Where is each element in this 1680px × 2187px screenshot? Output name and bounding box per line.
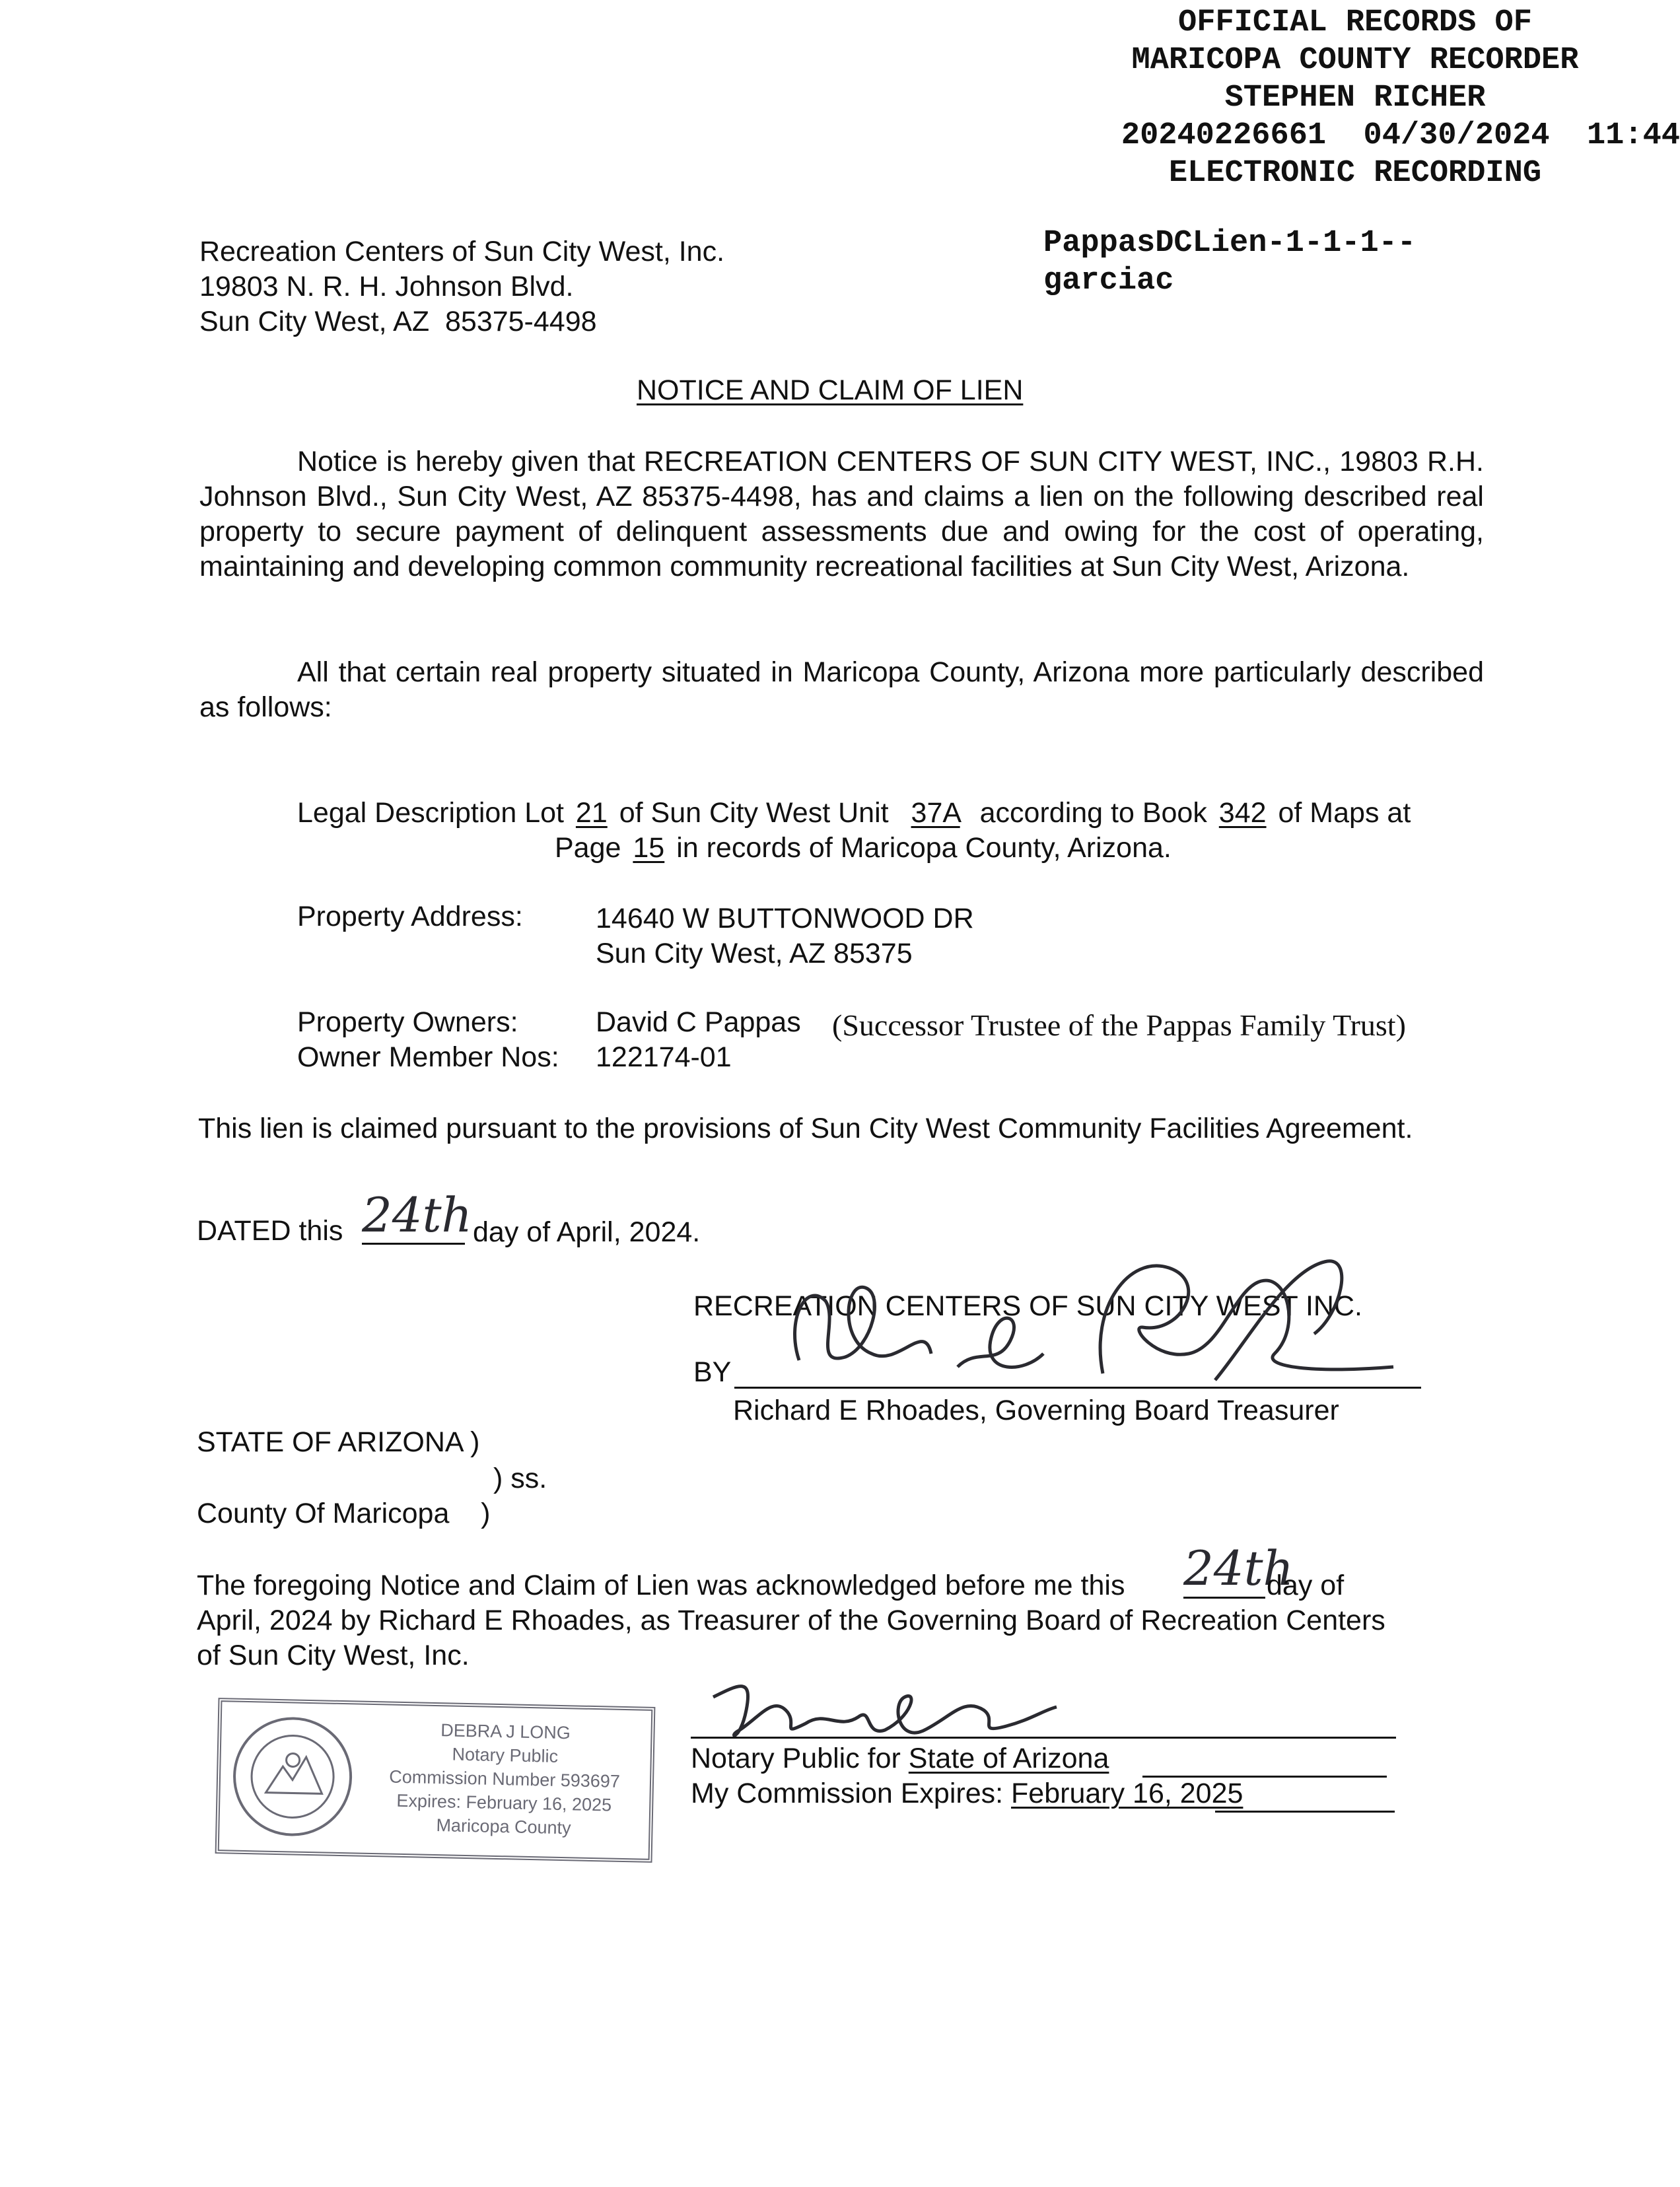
notice-paragraph (199, 444, 1484, 584)
commission-expires-date: February 16, 2025 (1011, 1778, 1243, 1809)
doc-ref-line-1: PappasDCLien-1-1-1-- (1043, 226, 1417, 261)
dated-prefix: DATED this (197, 1215, 343, 1247)
legal-unit: 37A (911, 797, 960, 829)
notice-paragraph-text: Notice is hereby given that RECREATION CENTERS OF SUN CITY WEST, INC., 19803 R.H. Johnson Blvd., Sun City West, AZ 85375-4498, has and claims a lien on the following described real property to secure payment of delinquent assessments due and owing for the cost of operating, maintaining and developing common community recreational facilities at Sun City West, Arizona. (199, 446, 1484, 582)
owner-member-label: Owner Member Nos: (297, 1041, 559, 1073)
dated-day-handwritten: 24th (362, 1187, 472, 1243)
document-reference (1043, 225, 1416, 300)
notary-seal-commission: Commission Number 593697 (388, 1766, 621, 1791)
state-seal-icon (228, 1713, 357, 1841)
legal-prefix: Legal Description Lot (297, 797, 564, 829)
return-address (199, 234, 724, 339)
notary-signature-line (691, 1737, 1396, 1739)
stamp-line-1: OFFICIAL RECORDS OF (1178, 5, 1532, 40)
notary-state: State of Arizona (908, 1743, 1109, 1774)
venue-state: STATE OF ARIZONA ) (197, 1426, 480, 1458)
stamp-line-3: STEPHEN RICHER (1224, 81, 1486, 116)
return-address-city: Sun City West, AZ 85375-4498 (199, 306, 597, 337)
treasurer-signature-stroke-2 (958, 1318, 1043, 1367)
stamp-line-5: ELECTRONIC RECORDING (1168, 156, 1542, 191)
legal-suffix: of Maps at (1278, 797, 1411, 829)
notary-line-1 (691, 1741, 1109, 1776)
recording-stamp (1030, 4, 1680, 192)
legal-mid2: according to Book (979, 797, 1207, 829)
notary-seal-title: Notary Public (452, 1744, 559, 1766)
property-owners-label: Property Owners: (297, 1006, 518, 1038)
commission-expires-label: My Commission Expires: (691, 1778, 1012, 1809)
legal-mid1: of Sun City West Unit (619, 797, 889, 829)
acknowledgment-text-3: April, 2024 by Richard E Rhoades, as Treasurer of the Governing Board of Recreation Centers (197, 1605, 1385, 1636)
notary-seal-county: Maricopa County (436, 1815, 571, 1838)
venue-ss: ) ss. (493, 1463, 547, 1494)
property-address-line-1: 14640 W BUTTONWOOD DR (596, 903, 974, 934)
legal-lot: 21 (575, 797, 608, 829)
venue-county: County Of Maricopa ) (197, 1498, 491, 1529)
acknowledgment-text-1: The foregoing Notice and Claim of Lien was acknowledged before me this (197, 1570, 1125, 1601)
signature-signer: Richard E Rhoades, Governing Board Treasurer (733, 1395, 1339, 1426)
acknowledgment-day-underline (1183, 1597, 1265, 1599)
property-address-line-2: Sun City West, AZ 85375 (596, 938, 913, 969)
return-address-name: Recreation Centers of Sun City West, Inc. (199, 236, 725, 267)
doc-ref-line-2: garciac (1043, 263, 1174, 298)
notary-line-2 (691, 1776, 1243, 1811)
stamp-line-2: MARICOPA COUNTY RECORDER (1131, 43, 1579, 78)
notary-seal-name: DEBRA J LONG (440, 1720, 571, 1743)
legal-description-line-2 (555, 831, 1172, 866)
acknowledgment-day-handwritten: 24th (1183, 1541, 1294, 1596)
owner-member-number: 122174-01 (596, 1041, 732, 1073)
treasurer-signature (759, 1241, 1420, 1393)
commission-expires-underline (1215, 1811, 1395, 1813)
acknowledgment-text-4: of Sun City West, Inc. (197, 1640, 470, 1671)
legal-book: 342 (1218, 797, 1267, 829)
acknowledgment-text-2: day of (1267, 1570, 1345, 1601)
return-address-street: 19803 N. R. H. Johnson Blvd. (199, 271, 574, 302)
notary-public-label: Notary Public for (691, 1743, 909, 1774)
property-intro-text: All that certain real property situated in Maricopa County, Arizona more particularly described as follows: (199, 656, 1484, 723)
legal-page: 15 (633, 832, 665, 864)
signature-by-label: BY (693, 1356, 732, 1388)
legal-page-suffix: in records of Maricopa County, Arizona. (676, 832, 1172, 864)
notary-seal (215, 1698, 656, 1863)
property-owner-note: (Successor Trustee of the Pappas Family Trust) (832, 1008, 1406, 1042)
treasurer-signature-stroke-1 (795, 1287, 931, 1360)
acknowledgment-line-1 (197, 1568, 1125, 1603)
pursuant-statement: This lien is claimed pursuant to the provisions of Sun City West Community Facilities Agreement. (198, 1113, 1413, 1144)
property-intro-paragraph (199, 655, 1484, 725)
property-owner-name: David C Pappas (596, 1006, 801, 1038)
dated-day-underline (362, 1243, 465, 1245)
property-address-label: Property Address: (297, 901, 523, 932)
legal-page-label: Page (555, 832, 621, 864)
treasurer-signature-stroke-3 (1100, 1266, 1393, 1373)
notary-seal-expires: Expires: February 16, 2025 (396, 1790, 612, 1815)
notary-seal-text (365, 1717, 645, 1842)
notary-signature-stroke-1 (713, 1686, 1057, 1736)
legal-description (297, 796, 1411, 831)
dated-suffix: day of April, 2024. (473, 1216, 701, 1248)
signature-org: RECREATION CENTERS OF SUN CITY WEST INC. (693, 1290, 1362, 1322)
stamp-line-4: 20240226661 04/30/2024 11:44 (1121, 118, 1680, 153)
document-title: NOTICE AND CLAIM OF LIEN (637, 374, 1024, 406)
